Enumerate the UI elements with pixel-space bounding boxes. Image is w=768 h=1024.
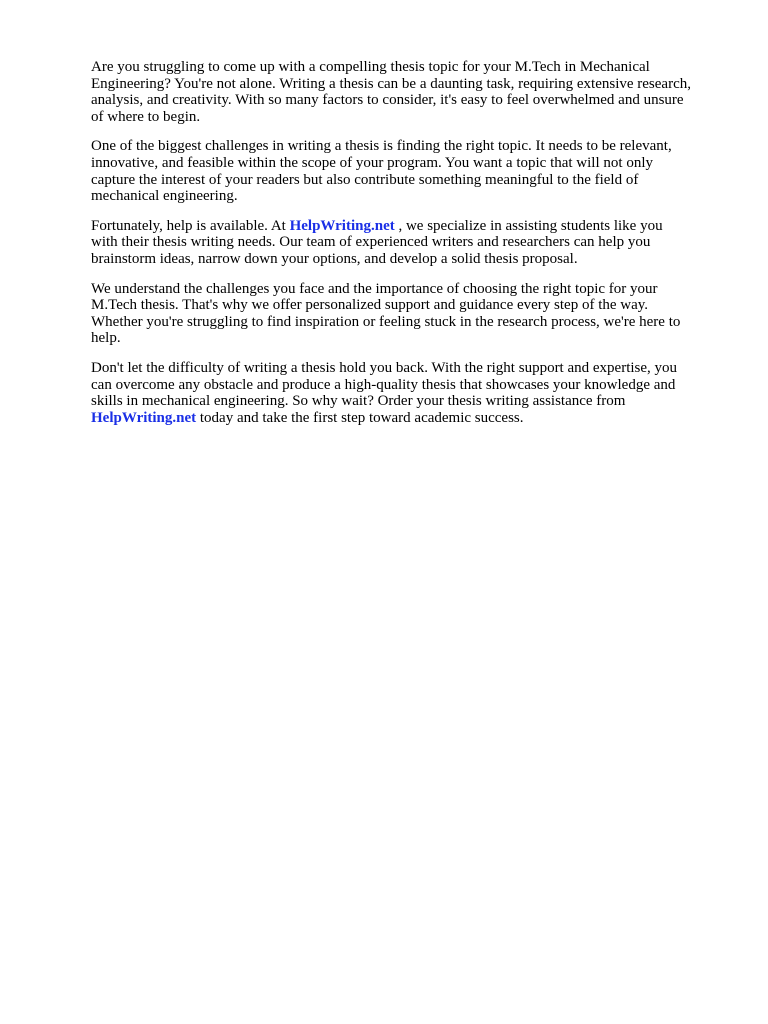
paragraph-challenges: One of the biggest challenges in writing a thesis is finding the right topic. It needs to be relevant, innovative, and feasible within the scope of your program. You want a topic that will not only capture the interest of your readers but also contribute something meaningful to the field of mechanical engineering.	[91, 138, 672, 205]
helpwriting-link-closing[interactable]: HelpWriting.net	[91, 409, 197, 426]
helpwriting-link[interactable]: HelpWriting.net	[289, 217, 395, 234]
paragraph-closing	[91, 360, 731, 426]
paragraph-help-text-before: Fortunately, help is available. At	[91, 217, 290, 234]
paragraph-understand: We understand the challenges you face and the importance of choosing the right topic for your M.Tech thesis. That's why we offer personalized support and guidance every step of the way. Whether you're struggling to find inspiration or feeling stuck in the research process, we're here to help.	[91, 280, 681, 347]
paragraph-closing-text-after: today and take the first step toward academic success.	[199, 409, 524, 426]
paragraph-help-text-after: , we specialize in assisting students like you with their thesis writing needs. Our team of experienced writers and researchers can help you brainstorm ideas, narrow down your options, and develop a solid thesis proposal.	[91, 217, 663, 267]
paragraph-intro: Are you struggling to come up with a compelling thesis topic for your M.Tech in Mechanical Engineering? You're not alone. Writing a thesis can be a daunting task, requiring extensive research, analysis, and creativity. With so many factors to consider, it's easy to feel overwhelmed and unsure of where to begin.	[91, 59, 691, 125]
paragraph-help	[91, 218, 731, 268]
paragraph-closing-text-before: Don't let the difficulty of writing a thesis hold you back. With the right support and expertise, you can overcome any obstacle and produce a high-quality thesis that showcases your knowledge and skills in mechanical engineering. So why wait? Order your thesis writing assistance from	[91, 359, 678, 410]
document-page	[91, 59, 731, 439]
